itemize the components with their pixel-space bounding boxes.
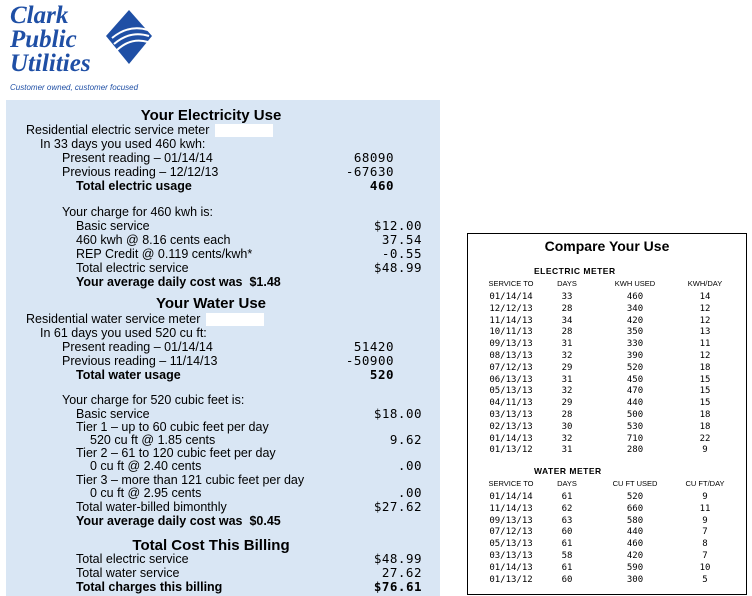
electric-history-row: [468, 434, 746, 444]
electric-history-row: [468, 351, 746, 361]
electric-history-cell: 32: [561, 433, 573, 444]
logo-line-3: Utilities: [10, 50, 91, 77]
water-history-cell: 300: [626, 574, 644, 585]
water-history-cell: 61: [561, 562, 573, 573]
water-tier3-label: Tier 3 – more than 121 cubic feet per day: [76, 473, 305, 487]
col-kwh-per-day: KWH/DAY: [687, 279, 723, 288]
electric-history-row: [468, 398, 746, 408]
electric-history-cell: 470: [626, 386, 644, 397]
electric-history-cell: 13: [699, 327, 711, 338]
water-history-cell: 520: [626, 492, 644, 502]
electric-history-cell: 06/13/13: [489, 374, 533, 385]
water-history-cell: 11/14/13: [489, 503, 533, 514]
electric-daily-cost: Your average daily cost was $1.48: [76, 275, 281, 289]
water-charge-intro: Your charge for 520 cubic feet is:: [62, 393, 245, 407]
electric-history-cell: 330: [626, 339, 644, 350]
electric-history-cell: 01/13/12: [489, 445, 533, 456]
logo-wordmark: [10, 4, 91, 76]
electric-history-cell: 12: [699, 303, 711, 314]
electric-history-cell: 07/12/13: [489, 362, 533, 373]
total-charges: Total charges this billing $76.61: [76, 579, 422, 594]
water-meter-label: Residential water service meter: [26, 312, 264, 326]
electric-history-cell: 280: [626, 445, 644, 456]
water-heading: Your Water Use: [155, 295, 267, 312]
electric-period: In 33 days you used 460 kwh:: [40, 137, 206, 151]
water-history-cell: 03/13/13: [489, 551, 533, 561]
water-history-cell: 5: [702, 574, 708, 585]
water-history-cell: 63: [561, 515, 573, 526]
electric-history-cell: 15: [699, 374, 711, 385]
electricity-heading: Your Electricity Use: [140, 107, 282, 124]
electric-meter-section: ELECTRIC METER: [534, 266, 616, 276]
water-history-row: [468, 539, 746, 549]
water-history-cell: 8: [702, 539, 708, 550]
total-electric-service: Total electric service $48.99: [76, 551, 422, 566]
electric-present-reading: Present reading – 01/14/14 68090: [62, 150, 394, 165]
water-history-cell: 580: [626, 515, 644, 526]
electric-history-cell: 18: [699, 410, 711, 420]
electric-history-cell: 340: [626, 303, 644, 314]
water-tier2-detail: 0 cu ft @ 2.40 cents .00: [90, 458, 422, 473]
electric-history-cell: 18: [699, 362, 711, 373]
electric-history-row: [468, 422, 746, 432]
electric-history-cell: 12/12/13: [489, 303, 533, 314]
electric-history-cell: 420: [626, 315, 644, 326]
water-history-cell: 590: [626, 562, 644, 573]
water-history-cell: 58: [561, 551, 573, 561]
water-history-cell: 440: [626, 527, 644, 538]
compare-title: Compare Your Use: [544, 238, 670, 254]
electric-history-row: [468, 327, 746, 337]
electric-history-cell: 01/14/13: [489, 433, 533, 444]
water-tier3-detail: 0 cu ft @ 2.95 cents .00: [90, 485, 422, 500]
water-history-cell: 01/14/14: [489, 492, 533, 502]
electric-history-cell: 03/13/13: [489, 410, 533, 420]
water-basic-service: Basic service $18.00: [76, 406, 422, 421]
redacted-meter-number: [215, 124, 273, 137]
electric-history-cell: 520: [626, 362, 644, 373]
electric-history-row: [468, 375, 746, 385]
electric-history-cell: 710: [626, 433, 644, 444]
total-water-service: Total water service 27.62: [76, 565, 422, 580]
electric-history-cell: 32: [561, 351, 573, 361]
compare-your-use-panel: [467, 233, 747, 595]
electric-history-row: [468, 363, 746, 373]
electric-history-cell: 15: [699, 398, 711, 409]
logo-tagline: Customer owned, customer focused: [10, 83, 139, 92]
electric-history-cell: 350: [626, 327, 644, 338]
water-history-row: [468, 563, 746, 573]
billing-summary-panel: [6, 100, 440, 596]
col-kwh-used: KWH USED: [614, 279, 656, 288]
electric-history-cell: 33: [561, 292, 573, 302]
col-cu-ft-used: CU FT USED: [612, 479, 658, 488]
water-billed-bimonthly: Total water-billed bimonthly $27.62: [76, 499, 422, 514]
water-tier1-detail: 520 cu ft @ 1.85 cents 9.62: [90, 432, 422, 447]
electric-total-service: Total electric service $48.99: [76, 260, 422, 275]
water-previous-reading: Previous reading – 11/14/13 -50900: [62, 353, 394, 368]
electric-history-row: [468, 292, 746, 302]
electric-history-cell: 32: [561, 386, 573, 397]
electric-history-cell: 08/13/13: [489, 351, 533, 361]
redacted-water-meter-number: [206, 313, 264, 326]
electric-history-cell: 11/14/13: [489, 315, 533, 326]
electric-history-cell: 440: [626, 398, 644, 409]
triangle-logo-mark-icon: [104, 8, 154, 66]
water-history-cell: 7: [702, 551, 708, 561]
col-days: DAYS: [557, 279, 577, 288]
water-history-cell: 09/13/13: [489, 515, 533, 526]
electric-previous-reading: Previous reading – 12/12/13 -67630: [62, 164, 394, 179]
electric-history-cell: 04/11/13: [489, 398, 533, 409]
electric-history-cell: 28: [561, 327, 573, 338]
electric-history-cell: 14: [699, 292, 711, 302]
water-history-row: [468, 551, 746, 561]
electric-history-cell: 34: [561, 315, 573, 326]
electric-history-row: [468, 445, 746, 455]
water-history-row: [468, 516, 746, 526]
water-present-reading: Present reading – 01/14/14 51420: [62, 339, 394, 354]
electric-history-row: [468, 339, 746, 349]
electric-history-cell: 530: [626, 421, 644, 432]
water-history-cell: 420: [626, 551, 644, 561]
total-cost-heading: Total Cost This Billing: [132, 537, 290, 554]
water-history-cell: 60: [561, 527, 573, 538]
electric-history-cell: 9: [702, 445, 708, 456]
electric-history-cell: 390: [626, 351, 644, 361]
water-history-cell: 9: [702, 492, 708, 502]
electric-history-cell: 450: [626, 374, 644, 385]
water-history-cell: 01/13/12: [489, 574, 533, 585]
electric-history-cell: 29: [561, 398, 573, 409]
water-history-cell: 460: [626, 539, 644, 550]
electric-history-cell: 11: [699, 339, 711, 350]
water-history-row: [468, 504, 746, 514]
electric-history-cell: 15: [699, 386, 711, 397]
electric-history-cell: 02/13/13: [489, 421, 533, 432]
electric-meter-label: Residential electric service meter: [26, 123, 273, 137]
water-tier1-label: Tier 1 – up to 60 cubic feet per day: [76, 420, 269, 434]
electric-rep-credit: REP Credit @ 0.119 cents/kwh* -0.55: [76, 246, 422, 261]
water-history-cell: 07/12/13: [489, 527, 533, 538]
water-history-cell: 9: [702, 515, 708, 526]
water-history-cell: 60: [561, 574, 573, 585]
water-history-row: [468, 527, 746, 537]
water-period: In 61 days you used 520 cu ft:: [40, 326, 207, 340]
electric-history-row: [468, 316, 746, 326]
water-history-cell: 660: [626, 503, 644, 514]
water-history-cell: 7: [702, 527, 708, 538]
electric-history-cell: 28: [561, 303, 573, 314]
electric-history-cell: 10/11/13: [489, 327, 533, 338]
electric-history-row: [468, 386, 746, 396]
water-history-cell: 61: [561, 539, 573, 550]
electric-table-header: [468, 279, 746, 289]
electric-history-cell: 12: [699, 351, 711, 361]
electric-history-cell: 28: [561, 410, 573, 420]
clark-public-utilities-logo: [8, 4, 158, 96]
electric-total-usage: Total electric usage 460: [76, 178, 394, 193]
electric-history-cell: 460: [626, 292, 644, 302]
electric-history-cell: 31: [561, 339, 573, 350]
electric-history-cell: 31: [561, 374, 573, 385]
water-tier2-label: Tier 2 – 61 to 120 cubic feet per day: [76, 446, 276, 460]
col-service-to: SERVICE TO: [488, 279, 534, 288]
water-history-cell: 62: [561, 503, 573, 514]
electric-history-cell: 500: [626, 410, 644, 420]
logo-line-2: Public: [10, 26, 77, 53]
logo-line-1: Clark: [10, 2, 69, 29]
water-total-usage: Total water usage 520: [76, 367, 394, 382]
water-history-cell: 10: [699, 562, 711, 573]
water-daily-cost: Your average daily cost was $0.45: [76, 514, 281, 528]
electric-history-cell: 09/13/13: [489, 339, 533, 350]
col-cu-ft-per-day: CU FT/DAY: [685, 479, 725, 488]
water-history-cell: 05/13/13: [489, 539, 533, 550]
col-service-to: SERVICE TO: [488, 479, 534, 488]
electric-rate: 460 kwh @ 8.16 cents each 37.54: [76, 232, 422, 247]
water-history-row: [468, 492, 746, 502]
electric-charge-intro: Your charge for 460 kwh is:: [62, 205, 214, 219]
electric-history-row: [468, 304, 746, 314]
electric-history-cell: 29: [561, 362, 573, 373]
electric-history-cell: 05/13/13: [489, 386, 533, 397]
water-history-row: [468, 575, 746, 585]
water-meter-section: WATER METER: [534, 466, 602, 476]
electric-basic-service: Basic service $12.00: [76, 218, 422, 233]
electric-history-cell: 01/14/14: [489, 292, 533, 302]
electric-history-cell: 18: [699, 421, 711, 432]
water-history-cell: 11: [699, 503, 711, 514]
electric-history-cell: 22: [699, 433, 711, 444]
electric-history-cell: 31: [561, 445, 573, 456]
water-table-header: [468, 479, 746, 489]
electric-history-row: [468, 410, 746, 420]
col-days: DAYS: [557, 479, 577, 488]
electric-history-cell: 30: [561, 421, 573, 432]
electric-history-cell: 12: [699, 315, 711, 326]
water-history-cell: 61: [561, 492, 573, 502]
water-history-cell: 01/14/13: [489, 562, 533, 573]
